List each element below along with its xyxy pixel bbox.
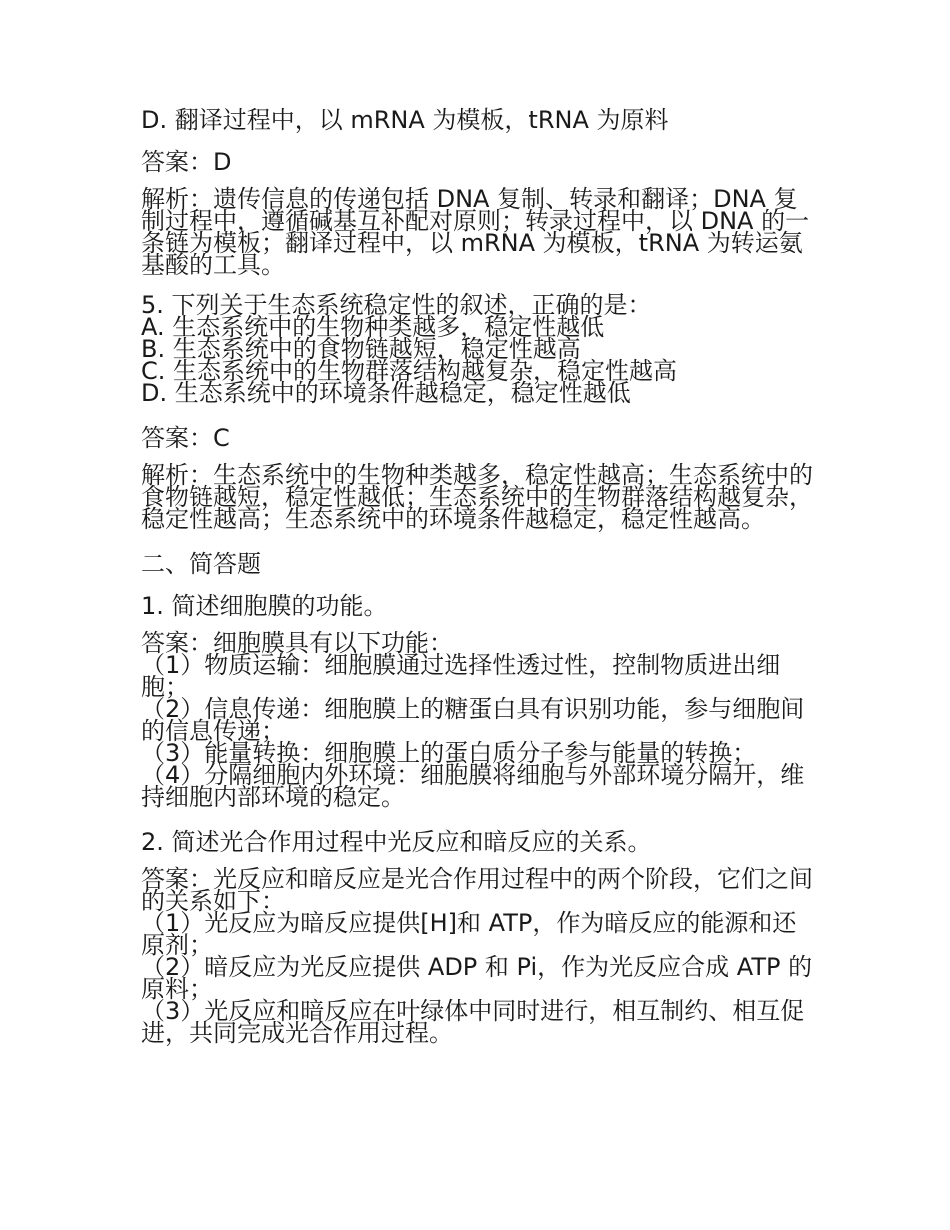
document-page [141, 104, 813, 1062]
sq1-point-1: （1）物质运输：细胞膜通过选择性透过性，控制物质进出细胞； [141, 651, 781, 701]
sq2-point-2: （2）暗反应为光反应提供 ADP 和 Pi，作为光反应合成 ATP 的原料； [141, 953, 813, 1003]
q5-answer: 答案：C [141, 424, 230, 452]
sq2-stem: 2. 简述光合作用过程中光反应和暗反应的关系。 [141, 828, 652, 856]
sq1-answer-intro: 答案：细胞膜具有以下功能： [141, 629, 453, 657]
q5-block [141, 291, 813, 407]
sq1-point-3: （3）能量转换：细胞膜上的蛋白质分子参与能量的转换； [141, 739, 757, 767]
sq2-point-1: （1）光反应为暗反应提供[H]和 ATP，作为暗反应的能源和还原剂； [141, 909, 797, 959]
sq1-answer [141, 629, 813, 811]
q4-option-d: D. 翻译过程中，以 mRNA 为模板，tRNA 为原料 [141, 106, 669, 134]
sq1-stem: 1. 简述细胞膜的功能。 [141, 592, 388, 620]
sq2-point-3: （3）光反应和暗反应在叶绿体中同时进行，相互制约、相互促进，共同完成光合作用过程。 [141, 997, 805, 1047]
q5-option-b: B. 生态系统中的食物链越短，稳定性越高 [141, 335, 581, 363]
q4-answer: 答案：D [141, 148, 232, 176]
q5-option-c: C. 生态系统中的生物群落结构越复杂，稳定性越高 [141, 357, 678, 385]
sq2-answer-intro: 答案：光反应和暗反应是光合作用过程中的两个阶段，它们之间的关系如下： [141, 865, 813, 915]
q5-option-d: D. 生态系统中的环境条件越稳定，稳定性越低 [141, 379, 631, 407]
q5-stem: 5. 下列关于生态系统稳定性的叙述，正确的是： [141, 291, 652, 319]
q4-analysis: 解析：遗传信息的传递包括 DNA 复制、转录和翻译；DNA 复制过程中，遵循碱基互补配对原则；转录过程中，以 DNA 的一条链为模板；翻译过程中，以 mRNA 为模板，tRNA 为转运氨基酸的工具。 [141, 185, 810, 279]
sq2-answer [141, 865, 813, 1047]
sq1-point-4: （4）分隔细胞内外环境：细胞膜将细胞与外部环境分隔开，维持细胞内部环境的稳定。 [141, 761, 805, 811]
sq1-point-2: （2）信息传递：细胞膜上的糖蛋白具有识别功能，参与细胞间的信息传递； [141, 695, 805, 745]
section-heading: 二、简答题 [141, 550, 261, 578]
q5-analysis: 解析：生态系统中的生物种类越多，稳定性越高；生态系统中的食物链越短，稳定性越低；生态系统中的生物群落结构越复杂，稳定性越高；生态系统中的环境条件越稳定，稳定性越高。 [141, 461, 813, 533]
q5-option-a: A. 生态系统中的生物种类越多，稳定性越低 [141, 313, 605, 341]
